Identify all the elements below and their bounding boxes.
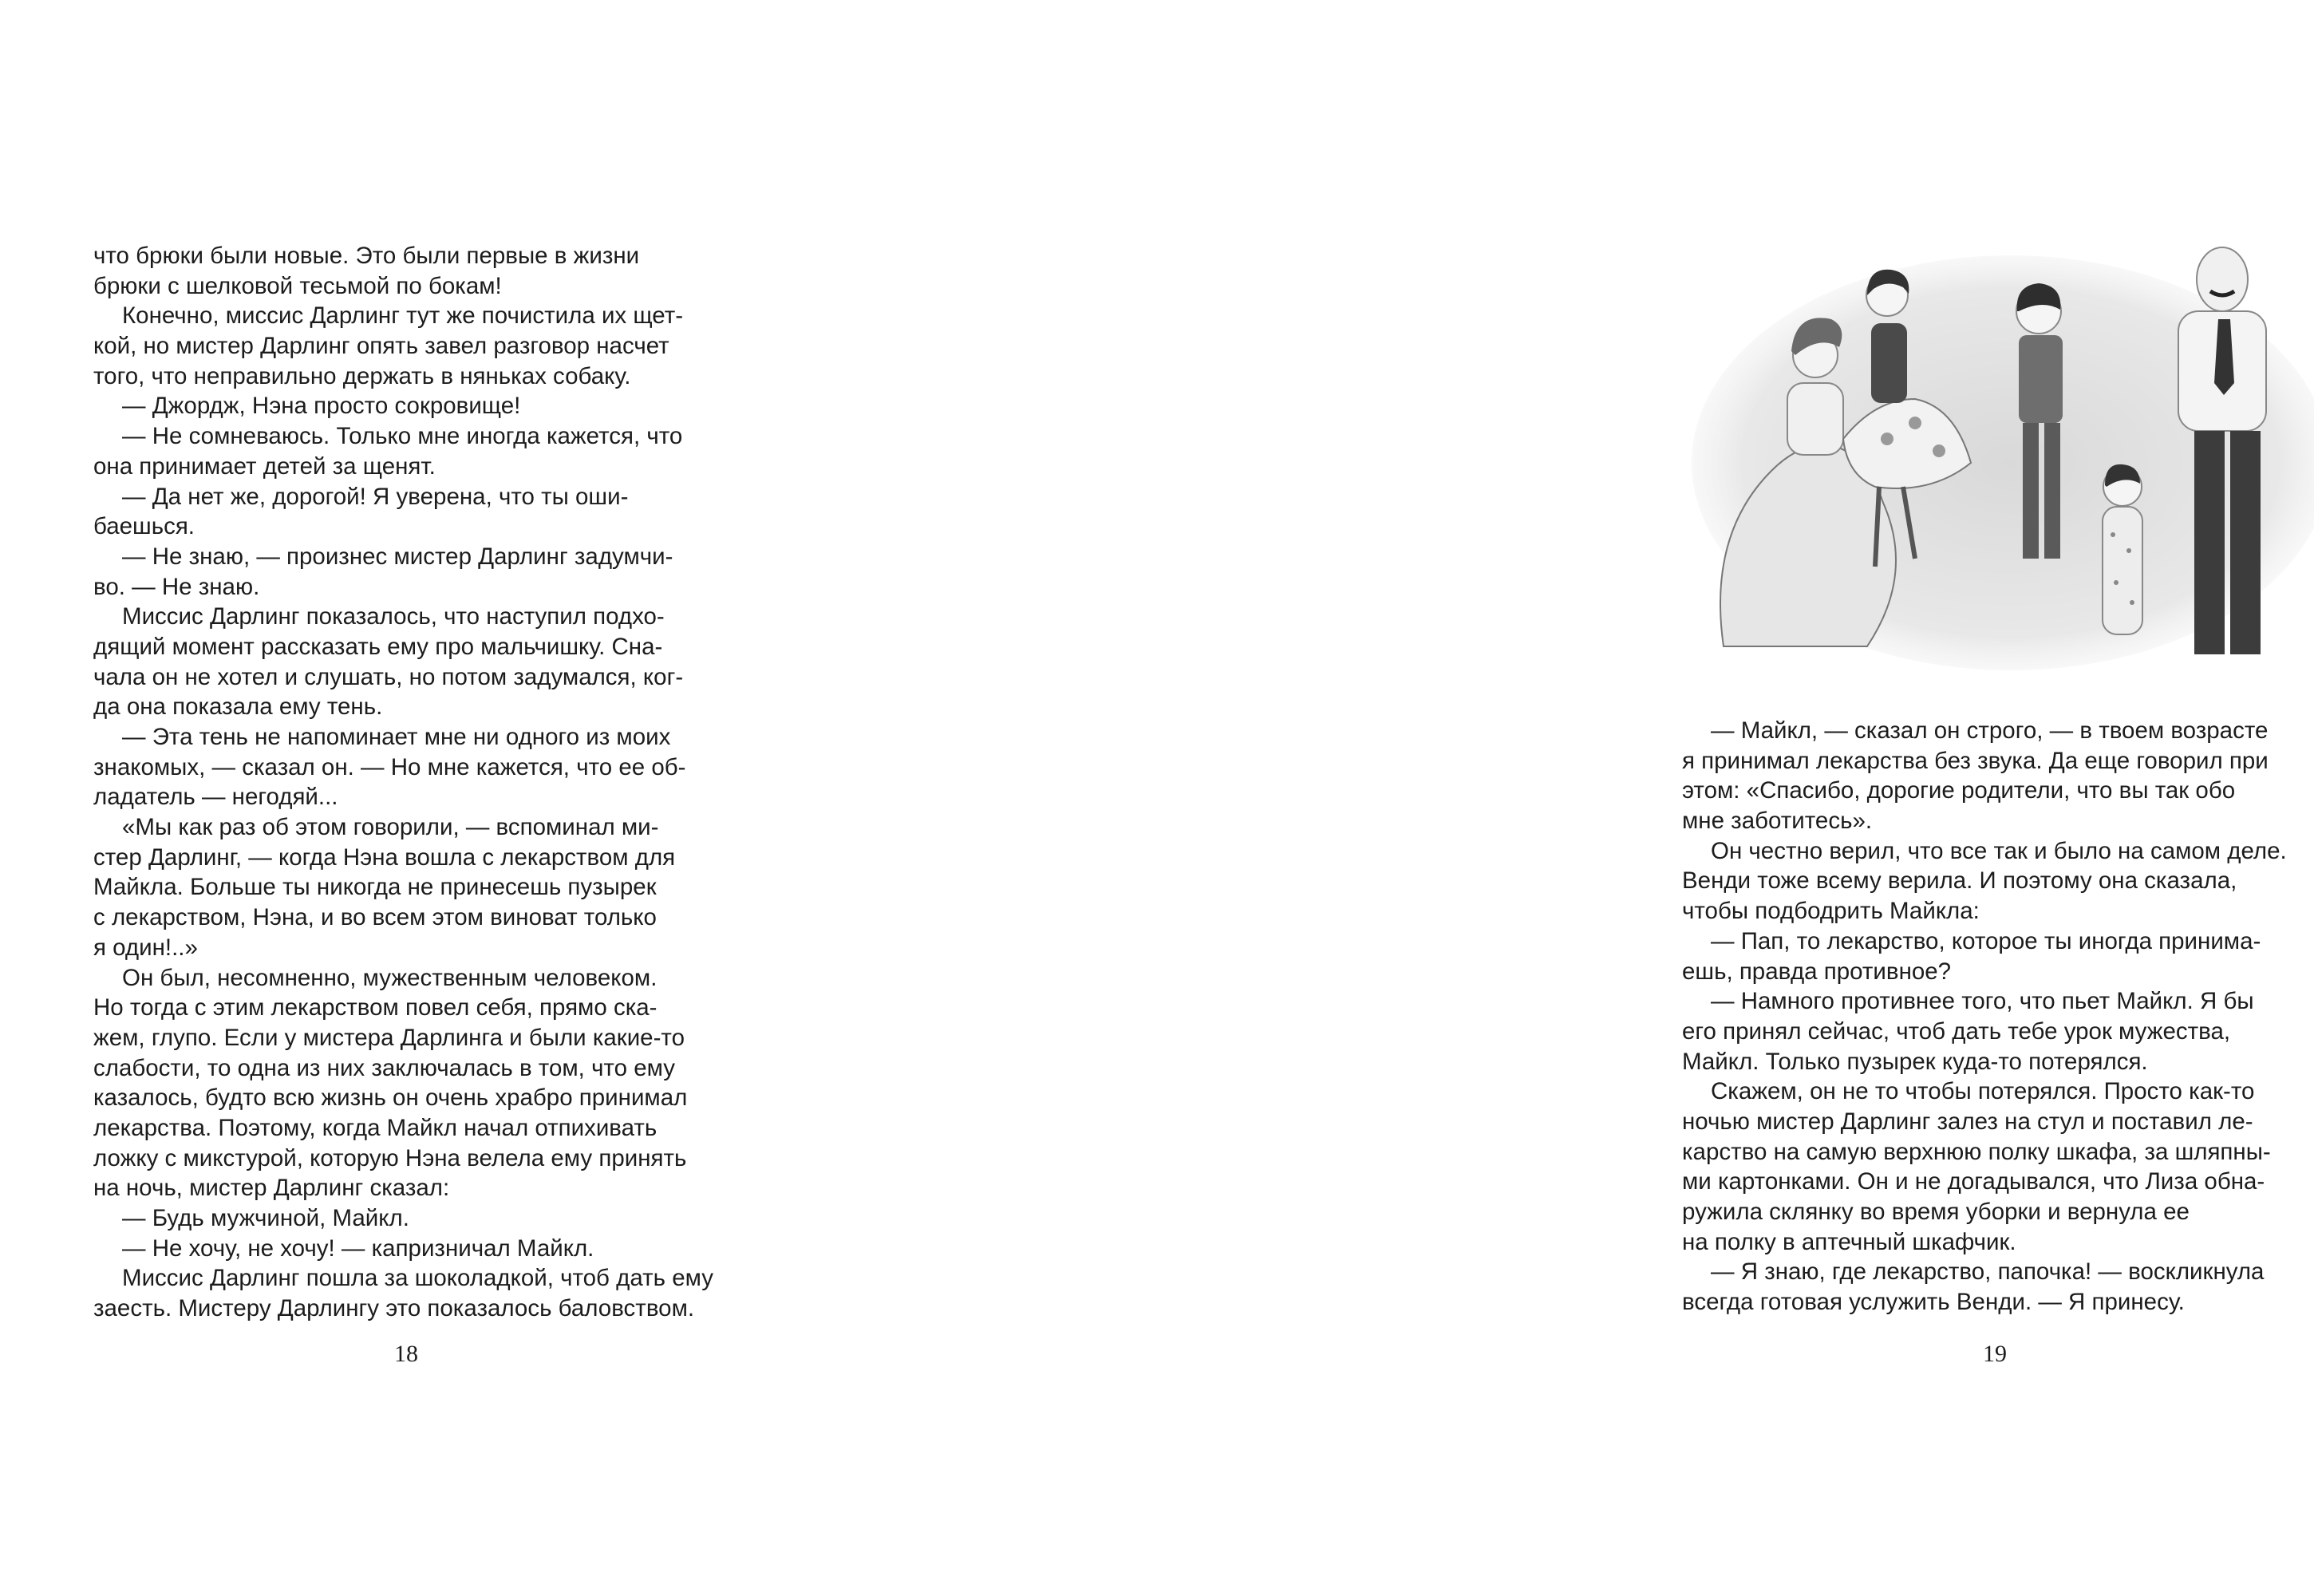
- text-line: лекарства. Поэтому, когда Майкл начал отпихивать: [93, 1114, 657, 1141]
- text-line: — Будь мужчиной, Майкл.: [122, 1205, 409, 1231]
- text-line: брюки с шелковой тесьмой по бокам!: [93, 272, 502, 299]
- text-line: слабости, то одна из них заключалась в том, что ему: [93, 1054, 675, 1081]
- text-line: заесть. Мистеру Дарлингу это показалось баловством.: [93, 1295, 695, 1322]
- text-line: Скажем, он не то чтобы потерялся. Просто как-то: [1711, 1078, 2255, 1105]
- left-page: [0, 0, 798, 1596]
- text-line: — Майкл, — сказал он строго, — в твоем возрасте: [1711, 717, 2269, 744]
- text-line: этом: «Спасибо, дорогие родители, что вы так обо: [1682, 777, 2236, 804]
- family-scene-illustration: [1676, 200, 2314, 694]
- text-line: Но тогда с этим лекарством повел себя, прямо ска-: [93, 994, 657, 1021]
- text-line: Майкла. Больше ты никогда не принесешь пузырек: [93, 874, 657, 901]
- text-line: — Не знаю, — произнес мистер Дарлинг задумчи-: [122, 543, 673, 570]
- text-line: чтобы подбодрить Майкла:: [1682, 898, 1980, 925]
- text-line: Венди тоже всему верила. И поэтому она сказала,: [1682, 867, 2237, 895]
- text-line: всегда готовая услужить Венди. — Я принесу.: [1682, 1289, 2185, 1316]
- right-page: [798, 0, 2287, 1596]
- text-line: ми картонками. Он и не догадывался, что Лиза обна-: [1682, 1168, 2265, 1195]
- text-line: — Да нет же, дорогой! Я уверена, что ты оши-: [122, 483, 629, 510]
- text-line: его принял сейчас, чтоб дать тебе урок мужества,: [1682, 1017, 2231, 1045]
- text-line: я один!..»: [93, 934, 198, 961]
- text-line: карство на самую верхнюю полку шкафа, за шляпны-: [1682, 1138, 2271, 1165]
- michael-figure: [2103, 464, 2142, 634]
- text-line: на полку в аптечный шкафчик.: [1682, 1228, 2016, 1255]
- text-line: «Мы как раз об этом говорили, — вспоминал ми-: [122, 814, 659, 841]
- text-line: чала он не хотел и слушать, но потом задумался, ког-: [93, 663, 684, 690]
- text-line: я принимал лекарства без звука. Да еще говорил при: [1682, 747, 2269, 774]
- text-line: дящий момент рассказать ему про мальчишку. Сна-: [93, 633, 663, 660]
- right-page-text: [1682, 716, 2306, 1317]
- text-line: ружила склянку во время уборки и вернула ее: [1682, 1199, 2190, 1225]
- page-number-left: 18: [394, 1341, 418, 1367]
- text-line: на ночь, мистер Дарлинг сказал:: [93, 1175, 450, 1202]
- text-line: знакомых, — сказал он. — Но мне кажется, что ее об-: [93, 753, 686, 780]
- text-line: — Не сомневаюсь. Только мне иногда кажется, что: [122, 423, 683, 450]
- text-line: ночью мистер Дарлинг залез на стул и поставил ле-: [1682, 1108, 2253, 1135]
- text-line: кой, но мистер Дарлинг опять завел разговор насчет: [93, 333, 669, 360]
- text-line: ладатель — негодяй...: [93, 784, 338, 811]
- text-line: Миссис Дарлинг пошла за шоколадкой, чтоб дать ему: [122, 1265, 713, 1292]
- text-line: Майкл. Только пузырек куда-то потерялся.: [1682, 1048, 2148, 1075]
- text-line: во. — Не знаю.: [93, 573, 260, 600]
- text-line: Он был, несомненно, мужественным человеком.: [122, 964, 657, 991]
- text-line: казалось, будто всю жизнь он очень храбро принимал: [93, 1084, 688, 1112]
- text-line: что брюки были новые. Это были первые в жизни: [93, 243, 640, 269]
- text-line: — Эта тень не напоминает мне ни одного из моих: [122, 724, 671, 750]
- text-line: — Не хочу, не хочу! — капризничал Майкл.: [122, 1235, 594, 1262]
- text-line: жем, глупо. Если у мистера Дарлинга и были какие-то: [93, 1024, 685, 1051]
- text-line: да она показала ему тень.: [93, 693, 383, 721]
- text-line: Он честно верил, что все так и было на самом деле.: [1711, 837, 2287, 864]
- left-page-text: [93, 241, 720, 1324]
- text-line: она принимает детей за щенят.: [93, 452, 436, 480]
- page-number-right: 19: [1983, 1341, 2007, 1367]
- text-line: ложку с микстурой, которую Нэна велела ему принять: [93, 1144, 687, 1171]
- text-line: с лекарством, Нэна, и во всем этом виноват только: [93, 904, 657, 931]
- text-line: Конечно, миссис Дарлинг тут же почистила их щет-: [122, 302, 684, 330]
- text-line: Миссис Дарлинг показалось, что наступил подхо-: [122, 603, 665, 630]
- text-line: ешь, правда противное?: [1682, 958, 1952, 985]
- text-line: баешься.: [93, 513, 195, 540]
- text-line: — Намного противнее того, что пьет Майкл. Я бы: [1711, 988, 2254, 1015]
- text-line: — Пап, то лекарство, которое ты иногда принима-: [1711, 927, 2261, 954]
- text-line: — Я знаю, где лекарство, папочка! — воскликнула: [1711, 1258, 2265, 1286]
- text-line: того, что неправильно держать в няньках собаку.: [93, 362, 631, 389]
- text-line: стер Дарлинг, — когда Нэна вошла с лекарством для: [93, 843, 676, 871]
- text-line: мне заботитесь».: [1682, 808, 1873, 835]
- text-line: — Джордж, Нэна просто сокровище!: [122, 393, 521, 420]
